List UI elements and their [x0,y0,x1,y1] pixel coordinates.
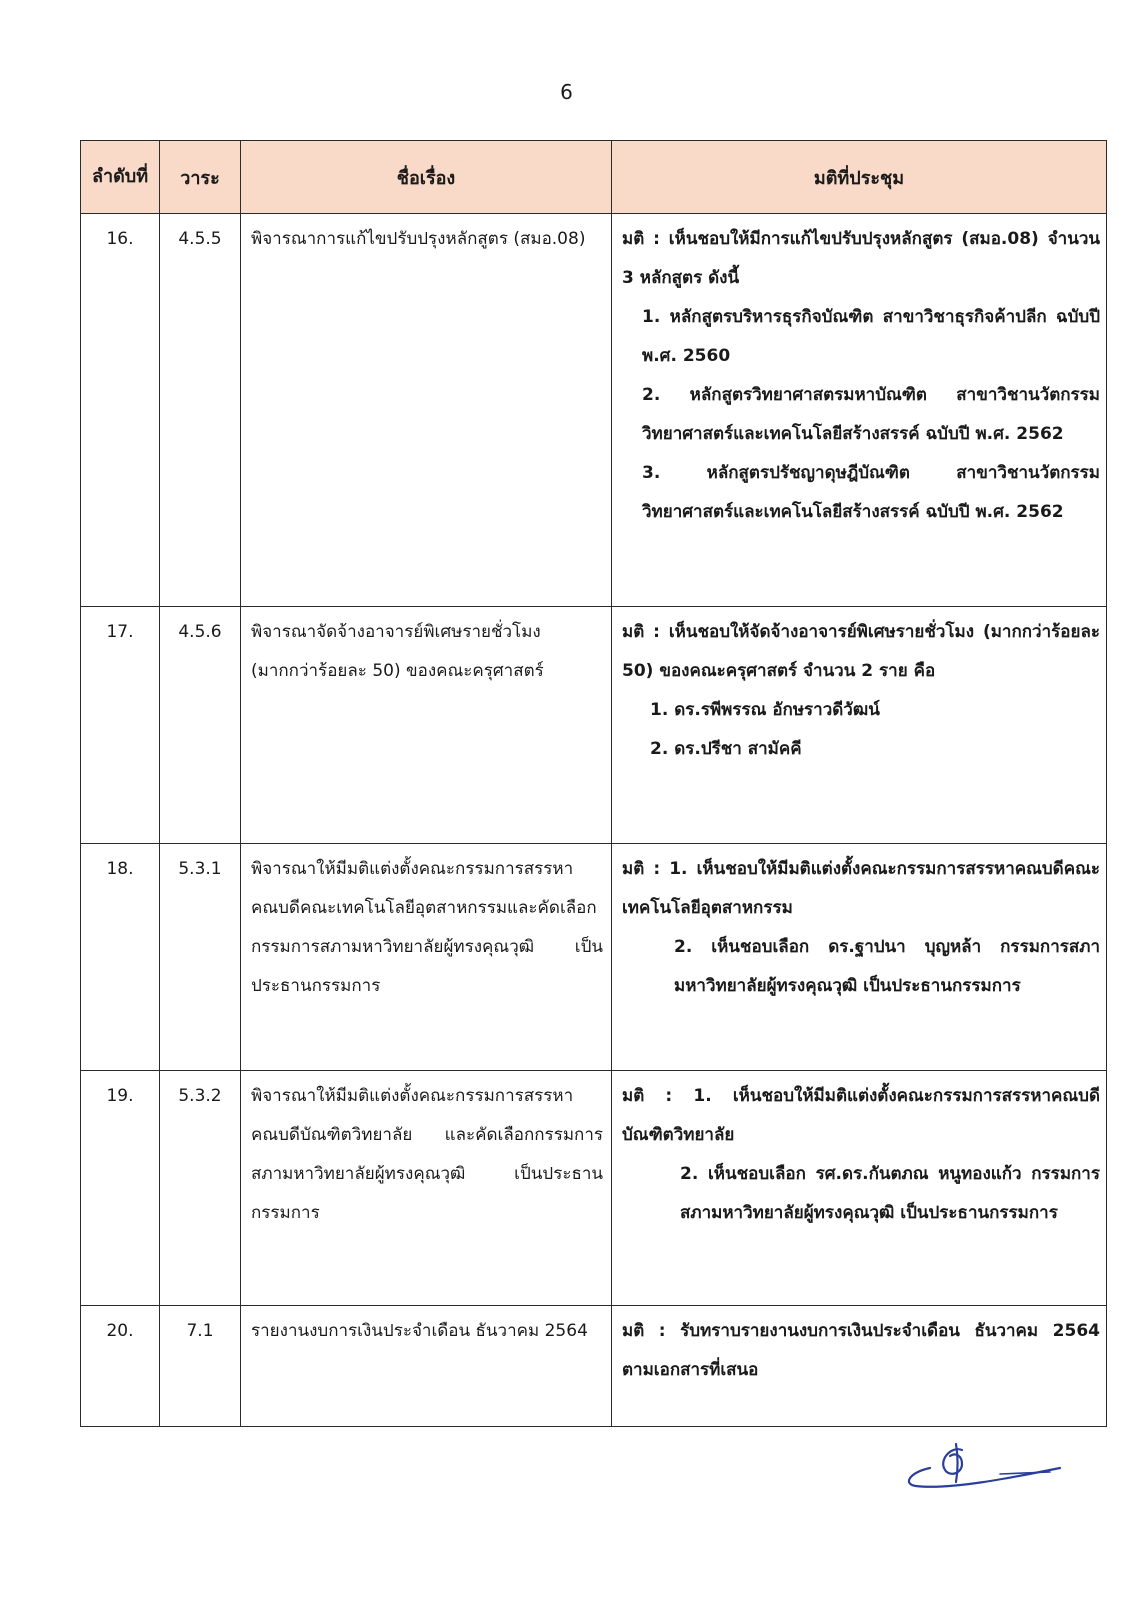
row-number: 16. [81,214,160,607]
resolution-intro: มติ : เห็นชอบให้มีการแก้ไขปรับปรุงหลักสูตร (สมอ.08) จำนวน 3 หลักสูตร ดังนี้ [622,229,1100,288]
table-row [81,607,1107,844]
resolution-item: 1. ดร.รพีพรรณ อักษราวดีวัฒน์ [650,700,880,720]
row-subject: พิจารณาจัดจ้างอาจารย์พิเศษรายชั่วโมง (มากกว่าร้อยละ 50) ของคณะครุศาสตร์ [241,607,612,844]
resolution-item: 2. หลักสูตรวิทยาศาสตรมหาบัณฑิต สาขาวิชานวัตกรรมวิทยาศาสตร์และเทคโนโลยีสร้างสรรค์ ฉบับปี พ.ศ. 2562 [642,385,1100,444]
resolution-intro: มติ : เห็นชอบให้จัดจ้างอาจารย์พิเศษรายชั่วโมง (มากกว่าร้อยละ 50) ของคณะครุศาสตร์ จำนวน 2 ราย คือ [622,622,1100,681]
header-resolution: มติที่ประชุม [612,141,1107,214]
resolution-intro: มติ : 1. เห็นชอบให้มีมติแต่งตั้งคณะกรรมการสรรหาคณบดีบัณฑิตวิทยาลัย [622,1086,1100,1145]
row-number: 20. [81,1306,160,1427]
resolutions-table [80,140,1107,1427]
row-number: 19. [81,1071,160,1306]
row-agenda: 5.3.1 [160,844,241,1071]
row-agenda: 7.1 [160,1306,241,1427]
resolution-item: 2. เห็นชอบเลือก รศ.ดร.กันตภณ หนูทองแก้ว กรรมการสภามหาวิทยาลัยผู้ทรงคุณวุฒิ เป็นประธานกรรมการ [680,1164,1100,1223]
header-no: ลำดับที่ [81,141,160,214]
resolution-item: 1. หลักสูตรบริหารธุรกิจบัณฑิต สาขาวิชาธุรกิจค้าปลีก ฉบับปี พ.ศ. 2560 [642,307,1100,366]
page-number: 6 [560,80,573,104]
table-row [81,1071,1107,1306]
table-header-row [81,141,1107,214]
row-resolution [612,1071,1107,1306]
row-agenda: 4.5.6 [160,607,241,844]
header-agenda: วาระ [160,141,241,214]
row-resolution [612,214,1107,607]
row-agenda: 5.3.2 [160,1071,241,1306]
resolution-intro: มติ : 1. เห็นชอบให้มีมติแต่งตั้งคณะกรรมการสรรหาคณบดีคณะเทคโนโลยีอุตสาหกรรม [622,859,1100,918]
row-number: 17. [81,607,160,844]
row-resolution [612,1306,1107,1427]
table-row [81,1306,1107,1427]
row-resolution [612,844,1107,1071]
row-subject: พิจารณาการแก้ไขปรับปรุงหลักสูตร (สมอ.08) [241,214,612,607]
header-subject: ชื่อเรื่อง [241,141,612,214]
row-agenda: 4.5.5 [160,214,241,607]
resolution-item: 2. เห็นชอบเลือก ดร.ฐาปนา บุญหล้า กรรมการสภามหาวิทยาลัยผู้ทรงคุณวุฒิ เป็นประธานกรรมการ [674,937,1100,996]
resolution-intro: มติ : รับทราบรายงานงบการเงินประจำเดือน ธันวาคม 2564 ตามเอกสารที่เสนอ [622,1321,1100,1380]
table-row [81,214,1107,607]
row-subject: รายงานงบการเงินประจำเดือน ธันวาคม 2564 [241,1306,612,1427]
row-subject: พิจารณาให้มีมติแต่งตั้งคณะกรรมการสรรหาคณบดีบัณฑิตวิทยาลัย และคัดเลือกกรรมการสภามหาวิทยาลัยผู้ทรงคุณวุฒิ เป็นประธานกรรมการ [241,1071,612,1306]
resolution-item: 2. ดร.ปรีชา สามัคคี [650,739,802,759]
signature-mark [900,1438,1070,1498]
row-resolution [612,607,1107,844]
table-row [81,844,1107,1071]
row-number: 18. [81,844,160,1071]
row-subject: พิจารณาให้มีมติแต่งตั้งคณะกรรมการสรรหาคณบดีคณะเทคโนโลยีอุตสาหกรรมและคัดเลือกกรรมการสภามหาวิทยาลัยผู้ทรงคุณวุฒิ เป็นประธานกรรมการ [241,844,612,1071]
resolution-item: 3. หลักสูตรปรัชญาดุษฎีบัณฑิต สาขาวิชานวัตกรรมวิทยาศาสตร์และเทคโนโลยีสร้างสรรค์ ฉบับปี พ.ศ. 2562 [642,463,1100,522]
